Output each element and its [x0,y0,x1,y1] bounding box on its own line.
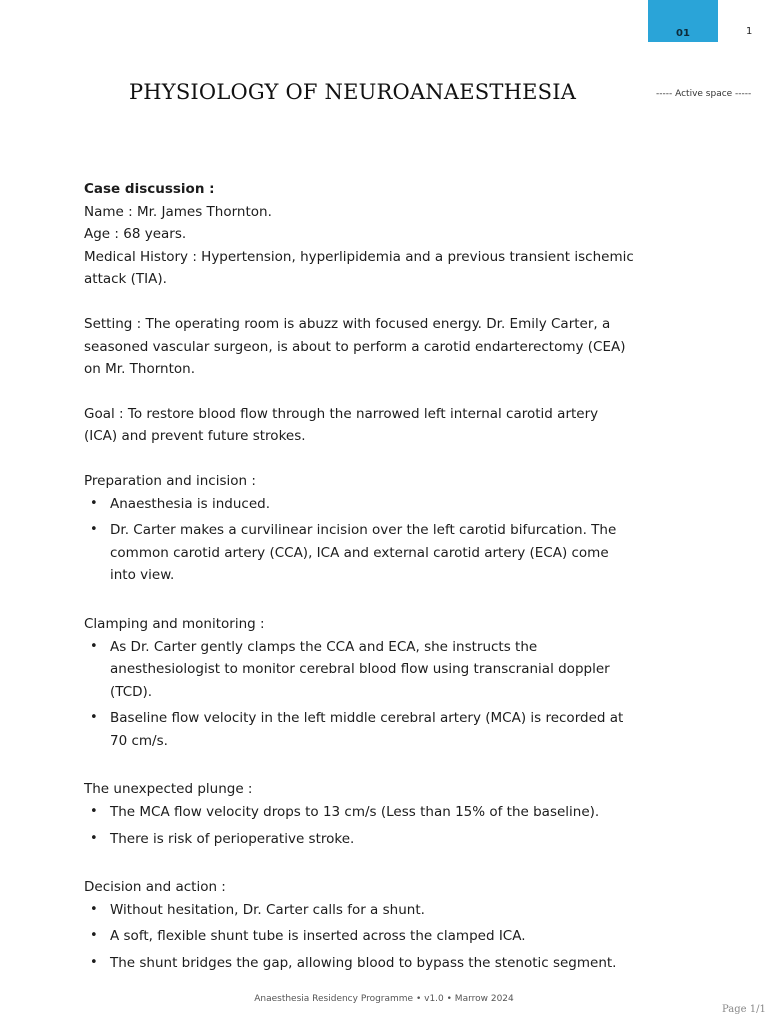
list-item: • Baseline flow velocity in the left middle cerebral artery (MCA) is recorded at 70 cm/s. [110,707,634,752]
setting-paragraph: Setting : The operating room is abuzz with focused energy. Dr. Emily Carter, a seasoned vascular surgeon, is about to perform a carotid endarterectomy (CEA) on Mr. Thornton. [84,315,626,378]
list-item: • There is risk of perioperative stroke. [110,828,634,851]
footer-text: Anaesthesia Residency Programme • v1.0 • Marrow 2024 [254,994,514,1004]
page-label: Page 1/1 [722,1004,766,1015]
page-tab-marker [648,0,718,42]
page-title: PHYSIOLOGY OF NEUROANAESTHESIA [128,80,577,104]
section-heading-plunge: The unexpected plunge : [84,781,253,798]
patient-age: Age : 68 years. [84,226,187,243]
document-body [84,178,634,979]
medical-history: Medical History : Hypertension, hyperlipidemia and a previous transient ischemic attack (TIA). [84,248,634,288]
preparation-list [84,493,634,587]
section-heading-clamping: Clamping and monitoring : [84,615,265,632]
list-item: • The MCA flow velocity drops to 13 cm/s (Less than 15% of the baseline). [110,801,634,824]
case-heading: Case discussion : [84,181,215,197]
clamping-list [84,636,634,753]
list-item: • As Dr. Carter gently clamps the CCA and ECA, she instructs the anesthesiologist to monitor cerebral blood flow using transcranial doppler (TCD). [110,636,634,704]
list-item: • Without hesitation, Dr. Carter calls for a shunt. [110,899,634,922]
goal-paragraph: Goal : To restore blood flow through the narrowed left internal carotid artery (ICA) and prevent future strokes. [84,405,599,445]
tab-label: 01 [676,28,690,39]
section-heading-decision: Decision and action : [84,879,226,896]
plunge-list [84,801,634,850]
active-space-label: ----- Active space ----- [656,89,752,99]
page-number: 1 [746,26,753,37]
list-item: • A soft, flexible shunt tube is inserted across the clamped ICA. [110,925,634,948]
decision-list [84,899,634,975]
list-item: • Dr. Carter makes a curvilinear incision over the left carotid bifurcation. The common carotid artery (CCA), ICA and external carotid artery (ECA) come into view. [110,519,634,587]
list-item: • Anaesthesia is induced. [110,493,634,516]
section-heading-preparation: Preparation and incision : [84,472,256,489]
list-item: • The shunt bridges the gap, allowing blood to bypass the stenotic segment. [110,952,634,975]
patient-name: Name : Mr. James Thornton. [84,203,272,220]
